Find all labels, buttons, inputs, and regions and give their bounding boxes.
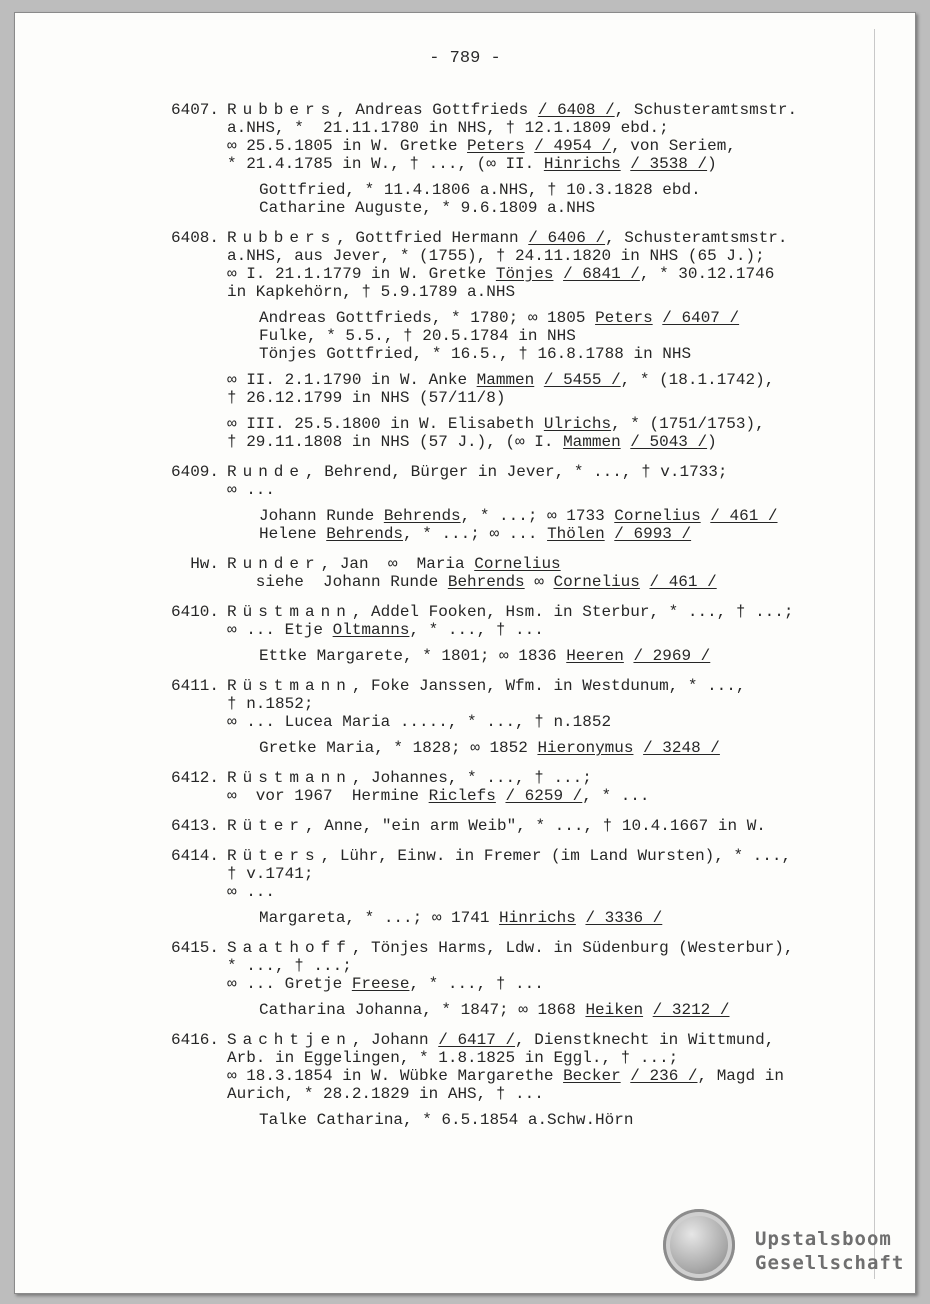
- text-segment: a.NHS, * 21.11.1780 in NHS, † 12.1.1809 ebd.;: [227, 119, 669, 137]
- text-segment: Gretke Maria, * 1828; ∞ 1852: [259, 739, 538, 757]
- cross-reference: / 6407 /: [662, 309, 740, 327]
- children-list: [227, 739, 855, 757]
- entry-number: 6412.: [170, 769, 219, 787]
- text-segment: [605, 525, 615, 543]
- text-segment: ∞ 25.5.1805 in W. Gretke: [227, 137, 468, 155]
- genealogy-entry: [155, 677, 855, 757]
- text-segment: , * (1751/1753),: [611, 415, 765, 433]
- text-segment: ∞ ... Gretje: [227, 975, 352, 993]
- text-segment: , Gottfried Hermann: [336, 229, 529, 247]
- text-segment: [653, 309, 663, 327]
- entry-content: [227, 555, 855, 591]
- text-segment: [525, 137, 535, 155]
- text-line: [227, 101, 855, 119]
- text-segment: ∞ ...: [227, 481, 276, 499]
- text-segment: , Dienstknecht in Wittmund,: [515, 1031, 775, 1049]
- entry-content: [227, 229, 855, 451]
- text-segment: † 29.11.1808 in NHS (57 J.), (∞ I.: [227, 433, 564, 451]
- surname: Saathoff: [227, 939, 352, 957]
- entry-number: 6409.: [170, 463, 219, 481]
- entry-content: [227, 463, 855, 543]
- cross-reference: / 6406 /: [528, 229, 606, 247]
- cross-reference: Tönjes: [495, 265, 554, 283]
- surname: Rüter: [227, 817, 306, 835]
- entry-content: [227, 817, 855, 835]
- text-segment: ): [707, 433, 717, 451]
- text-line: [259, 525, 855, 543]
- text-line: [227, 433, 855, 451]
- cross-reference: Behrends: [326, 525, 404, 543]
- text-line: [227, 847, 855, 865]
- text-line: [227, 939, 855, 957]
- cross-reference: / 2969 /: [633, 647, 711, 665]
- text-segment: Catharine Auguste, * 9.6.1809 a.NHS: [259, 199, 596, 217]
- text-segment: in Kapkehörn, † 5.9.1789 a.NHS: [227, 283, 516, 301]
- text-segment: , Johann: [351, 1031, 439, 1049]
- children-list: [227, 1001, 855, 1019]
- cross-reference: Ulrichs: [543, 415, 612, 433]
- text-segment: [621, 155, 631, 173]
- children-list: [227, 647, 855, 665]
- text-segment: , * (18.1.1742),: [620, 371, 775, 389]
- cross-reference: Freese: [351, 975, 410, 993]
- text-line: [227, 555, 855, 573]
- cross-reference: Oltmanns: [332, 621, 410, 639]
- document-page: [14, 12, 916, 1294]
- text-segment: , Behrend, Bürger in Jever, * ..., † v.1733;: [305, 463, 728, 481]
- page-number: - 789 -: [429, 49, 501, 68]
- cross-reference: Hieronymus: [537, 739, 634, 757]
- cross-reference: / 4954 /: [534, 137, 612, 155]
- text-line: [227, 265, 855, 283]
- text-segment: † 26.12.1799 in NHS (57/11/8): [227, 389, 506, 407]
- cross-reference: / 3336 /: [585, 909, 663, 927]
- text-segment: , * ...; ∞ ...: [403, 525, 548, 543]
- entry-number: 6407.: [170, 101, 219, 119]
- text-segment: [701, 507, 711, 525]
- text-line: [227, 573, 855, 591]
- cross-reference: / 5043 /: [630, 433, 708, 451]
- text-line: [227, 695, 855, 713]
- text-line: [227, 1067, 855, 1085]
- surname: Runde: [227, 463, 306, 481]
- text-segment: Andreas Gottfrieds, * 1780; ∞ 1805: [259, 309, 596, 327]
- cross-reference: / 5455 /: [543, 371, 621, 389]
- cross-reference: Cornelius: [614, 507, 701, 525]
- text-segment: , Jan ∞ Maria: [320, 555, 475, 573]
- surname: Rubbers: [227, 101, 337, 119]
- children-list: [227, 1111, 855, 1129]
- text-segment: , Foke Janssen, Wfm. in Westdunum, * ...,: [351, 677, 746, 695]
- genealogy-entry: [155, 847, 855, 927]
- text-line: [227, 787, 855, 805]
- entry-content: [227, 939, 855, 1019]
- text-segment: , Johannes, * ..., † ...;: [351, 769, 592, 787]
- children-list: [227, 309, 855, 363]
- text-line: [259, 199, 855, 217]
- surname: Rubbers: [227, 229, 337, 247]
- genealogy-entry: [155, 555, 855, 591]
- text-segment: Catharina Johanna, * 1847; ∞ 1868: [259, 1001, 586, 1019]
- text-segment: , * ...; ∞ 1733: [460, 507, 615, 525]
- text-segment: [553, 265, 563, 283]
- text-segment: ∞ ... Etje: [227, 621, 333, 639]
- cross-reference: / 236 /: [630, 1067, 698, 1085]
- logo-line-1: Upstalsboom: [755, 1228, 892, 1250]
- entry-number: 6413.: [170, 817, 219, 835]
- text-line: [259, 181, 855, 199]
- text-segment: [534, 371, 544, 389]
- text-segment: Aurich, * 28.2.1829 in AHS, † ...: [227, 1085, 544, 1103]
- text-line: [227, 463, 855, 481]
- text-segment: ): [707, 155, 717, 173]
- entry-content: [227, 847, 855, 927]
- text-line: [259, 507, 855, 525]
- cross-reference: / 6408 /: [537, 101, 615, 119]
- entry-content: [227, 603, 855, 665]
- text-line: [259, 345, 855, 363]
- text-line: [227, 155, 855, 173]
- genealogy-entry: [155, 769, 855, 805]
- text-line: [227, 247, 855, 265]
- entry-number: Hw.: [190, 555, 219, 573]
- cross-reference: Becker: [563, 1067, 621, 1085]
- text-segment: * 21.4.1785 in W., † ..., (∞ II.: [227, 155, 544, 173]
- text-line: [227, 883, 855, 901]
- text-line: [259, 909, 855, 927]
- logo-line-2: Gesellschaft: [755, 1252, 905, 1274]
- text-line: [227, 481, 855, 499]
- text-line: [227, 1031, 855, 1049]
- text-line: [259, 739, 855, 757]
- text-segment: , * 30.12.1746: [639, 265, 775, 283]
- text-segment: , Schusteramtsmstr.: [605, 229, 788, 247]
- entry-number: 6415.: [170, 939, 219, 957]
- text-segment: Margareta, * ...; ∞ 1741: [259, 909, 500, 927]
- text-segment: ∞ II. 2.1.1790 in W. Anke: [227, 371, 477, 389]
- entry-number: 6411.: [170, 677, 219, 695]
- cross-reference: Peters: [595, 309, 653, 327]
- text-segment: Ettke Margarete, * 1801; ∞ 1836: [259, 647, 567, 665]
- cross-reference: Heeren: [566, 647, 624, 665]
- marriage-block: [227, 415, 855, 451]
- text-segment: [640, 573, 650, 591]
- entry-content: [227, 769, 855, 805]
- text-line: [227, 621, 855, 639]
- text-segment: , Anne, "ein arm Weib", * ..., † 10.4.1667 in W.: [305, 817, 766, 835]
- surname: Rüstmann: [227, 769, 352, 787]
- cross-reference: Mammen: [563, 433, 621, 451]
- text-segment: * ..., † ...;: [227, 957, 352, 975]
- text-line: [227, 415, 855, 433]
- text-segment: Johann Runde: [259, 507, 384, 525]
- genealogy-entry: [155, 1031, 855, 1129]
- text-segment: [643, 1001, 653, 1019]
- cross-reference: Behrends: [383, 507, 461, 525]
- text-segment: ∞ 18.3.1854 in W. Wübke Margarethe: [227, 1067, 564, 1085]
- entry-content: [227, 1031, 855, 1129]
- cross-reference: / 6417 /: [438, 1031, 516, 1049]
- marriage-block: [227, 371, 855, 407]
- surname: Rüstmann: [227, 603, 352, 621]
- text-line: [227, 119, 855, 137]
- seal-icon: [663, 1209, 735, 1281]
- genealogy-entry: [155, 101, 855, 217]
- genealogy-entry: [155, 603, 855, 665]
- text-line: [227, 769, 855, 787]
- genealogy-entry: [155, 939, 855, 1019]
- text-segment: ∞ III. 25.5.1800 in W. Elisabeth: [227, 415, 544, 433]
- cross-reference: / 6259 /: [505, 787, 583, 805]
- text-segment: ∞ ...: [227, 883, 276, 901]
- cross-reference: Cornelius: [553, 573, 640, 591]
- text-line: [227, 1049, 855, 1067]
- text-segment: ∞ vor 1967 Hermine: [227, 787, 429, 805]
- cross-reference: Cornelius: [474, 555, 561, 573]
- text-segment: [633, 739, 643, 757]
- cross-reference: / 461 /: [710, 507, 778, 525]
- text-segment: ∞ ... Lucea Maria ....., * ..., † n.1852: [227, 713, 612, 731]
- cross-reference: Behrends: [447, 573, 525, 591]
- text-segment: , Addel Fooken, Hsm. in Sterbur, * ..., † ...;: [351, 603, 794, 621]
- text-line: [259, 327, 855, 345]
- text-segment: , * ...: [582, 787, 650, 805]
- cross-reference: Heiken: [585, 1001, 644, 1019]
- entry-number: 6410.: [170, 603, 219, 621]
- text-line: [227, 1085, 855, 1103]
- children-list: [227, 181, 855, 217]
- cross-reference: / 6841 /: [563, 265, 640, 283]
- text-segment: † n.1852;: [227, 695, 314, 713]
- text-segment: , Andreas Gottfrieds: [336, 101, 538, 119]
- text-segment: , von Seriem,: [611, 137, 736, 155]
- surname: Runder: [227, 555, 321, 573]
- text-segment: † v.1741;: [227, 865, 314, 883]
- text-line: [227, 283, 855, 301]
- text-segment: [621, 433, 631, 451]
- text-segment: , Schusteramtsmstr.: [614, 101, 798, 119]
- text-segment: , * ..., † ...: [409, 621, 544, 639]
- text-segment: Tönjes Gottfried, * 16.5., † 16.8.1788 in NHS: [259, 345, 692, 363]
- entry-number: 6416.: [170, 1031, 219, 1049]
- cross-reference: / 461 /: [649, 573, 717, 591]
- surname: Rüstmann: [227, 677, 352, 695]
- cross-reference: Hinrichs: [543, 155, 621, 173]
- cross-reference: / 3248 /: [643, 739, 720, 757]
- margin-rule: [874, 29, 875, 1279]
- text-line: [227, 975, 855, 993]
- text-line: [259, 647, 855, 665]
- genealogy-entry: [155, 229, 855, 451]
- text-line: [227, 865, 855, 883]
- text-segment: , Magd in: [697, 1067, 784, 1085]
- society-logo: [755, 1227, 904, 1275]
- genealogy-entry: [155, 463, 855, 543]
- entry-content: [227, 101, 855, 217]
- text-segment: , * ..., † ...: [409, 975, 544, 993]
- children-list: [227, 909, 855, 927]
- cross-reference: Peters: [467, 137, 525, 155]
- text-segment: Talke Catharina, * 6.5.1854 a.Schw.Hörn: [259, 1111, 634, 1129]
- text-segment: Arb. in Eggelingen, * 1.8.1825 in Eggl., † ...;: [227, 1049, 679, 1067]
- cross-reference: / 3212 /: [652, 1001, 730, 1019]
- text-segment: a.NHS, aus Jever, * (1755), † 24.11.1820 in NHS (65 J.);: [227, 247, 765, 265]
- cross-reference: Mammen: [476, 371, 535, 389]
- entry-number: 6414.: [170, 847, 219, 865]
- cross-reference: Riclefs: [428, 787, 496, 805]
- text-line: [227, 957, 855, 975]
- text-line: [227, 229, 855, 247]
- text-segment: Gottfried, * 11.4.1806 a.NHS, † 10.3.1828 ebd.: [259, 181, 701, 199]
- entry-content: [227, 677, 855, 757]
- text-segment: Fulke, * 5.5., † 20.5.1784 in NHS: [259, 327, 576, 345]
- entry-number: 6408.: [170, 229, 219, 247]
- text-line: [259, 1111, 855, 1129]
- surname: Sachtjen: [227, 1031, 352, 1049]
- text-line: [227, 603, 855, 621]
- text-segment: ∞: [524, 573, 554, 591]
- text-line: [227, 389, 855, 407]
- text-line: [227, 817, 855, 835]
- surname: Rüters: [227, 847, 321, 865]
- text-line: [227, 371, 855, 389]
- cross-reference: / 6993 /: [614, 525, 692, 543]
- cross-reference: Hinrichs: [499, 909, 576, 927]
- text-segment: Helene: [259, 525, 327, 543]
- text-segment: , Lühr, Einw. in Fremer (im Land Wursten), * ...,: [320, 847, 792, 865]
- entries-list: [155, 101, 855, 1141]
- text-line: [227, 137, 855, 155]
- text-segment: , Tönjes Harms, Ldw. in Südenburg (Westerbur),: [351, 939, 794, 957]
- children-list: [227, 507, 855, 543]
- cross-reference: / 3538 /: [630, 155, 708, 173]
- text-segment: ∞ I. 21.1.1779 in W. Gretke: [227, 265, 496, 283]
- text-line: [259, 1001, 855, 1019]
- text-line: [227, 713, 855, 731]
- text-segment: siehe Johann Runde: [227, 573, 448, 591]
- text-segment: [621, 1067, 631, 1085]
- text-line: [227, 677, 855, 695]
- cross-reference: Thölen: [547, 525, 605, 543]
- text-line: [259, 309, 855, 327]
- genealogy-entry: [155, 817, 855, 835]
